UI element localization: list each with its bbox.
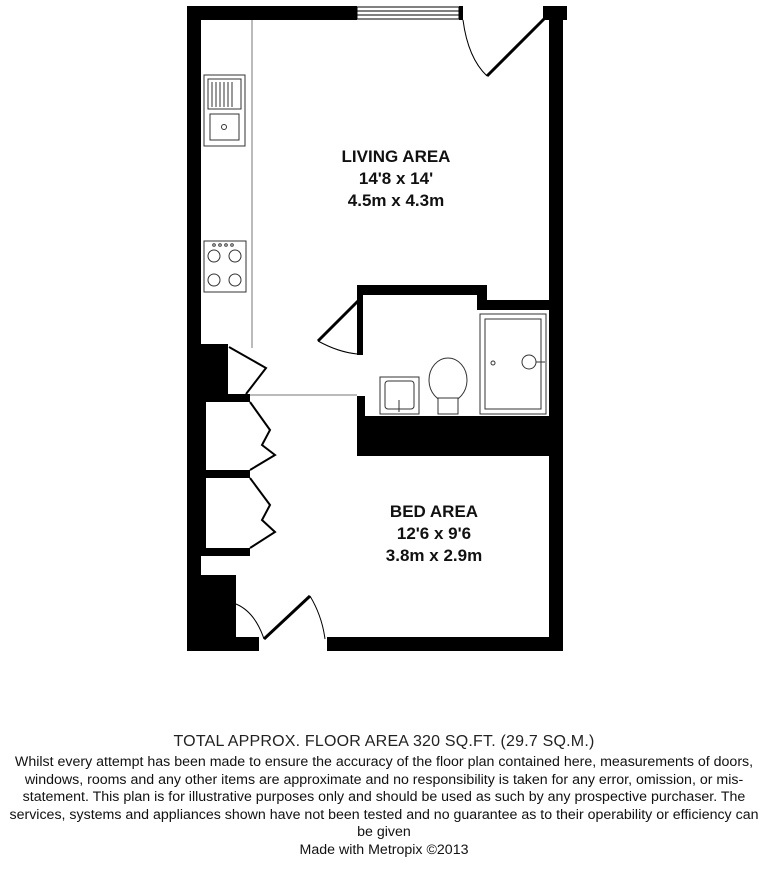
kitchen-sink — [204, 75, 245, 146]
closet-walls — [200, 344, 250, 556]
closet-doors — [229, 347, 275, 548]
disclaimer-text: Whilst every attempt has been made to ensure the accuracy of the floor plan contained here, measurements of doors, windows, rooms and any other items are approximate and no responsibility is taken for any error, omission, or mis-statement. This plan is for illustrative purposes only and should be used as such by any prospective purchaser. The services, systems and appliances shown have not been tested and no guarantee as to their operability or efficiency can be given — [9, 754, 759, 841]
living-area-imperial: 14'8 x 14' — [358, 169, 434, 188]
living-area-label — [296, 146, 496, 212]
bathroom-door — [318, 299, 360, 354]
bed-area-name: BED AREA — [389, 502, 479, 521]
footer — [0, 732, 768, 860]
bed-area-label — [334, 501, 534, 567]
credit-text: Made with Metropix ©2013 — [299, 841, 469, 858]
window-top — [357, 7, 459, 19]
bed-door — [236, 596, 325, 639]
hob — [204, 241, 246, 292]
bed-area-imperial: 12'6 x 9'6 — [396, 524, 472, 543]
toilet — [429, 358, 467, 414]
living-area-name: LIVING AREA — [341, 147, 451, 166]
bathroom-basin — [380, 377, 419, 414]
entrance-door — [463, 18, 545, 76]
shower-tray — [480, 314, 546, 414]
living-area-metric: 4.5m x 4.3m — [347, 191, 445, 210]
bed-area-metric: 3.8m x 2.9m — [385, 546, 483, 565]
total-floor-area: TOTAL APPROX. FLOOR AREA 320 SQ.FT. (29.7 SQ.M.) — [173, 733, 595, 750]
